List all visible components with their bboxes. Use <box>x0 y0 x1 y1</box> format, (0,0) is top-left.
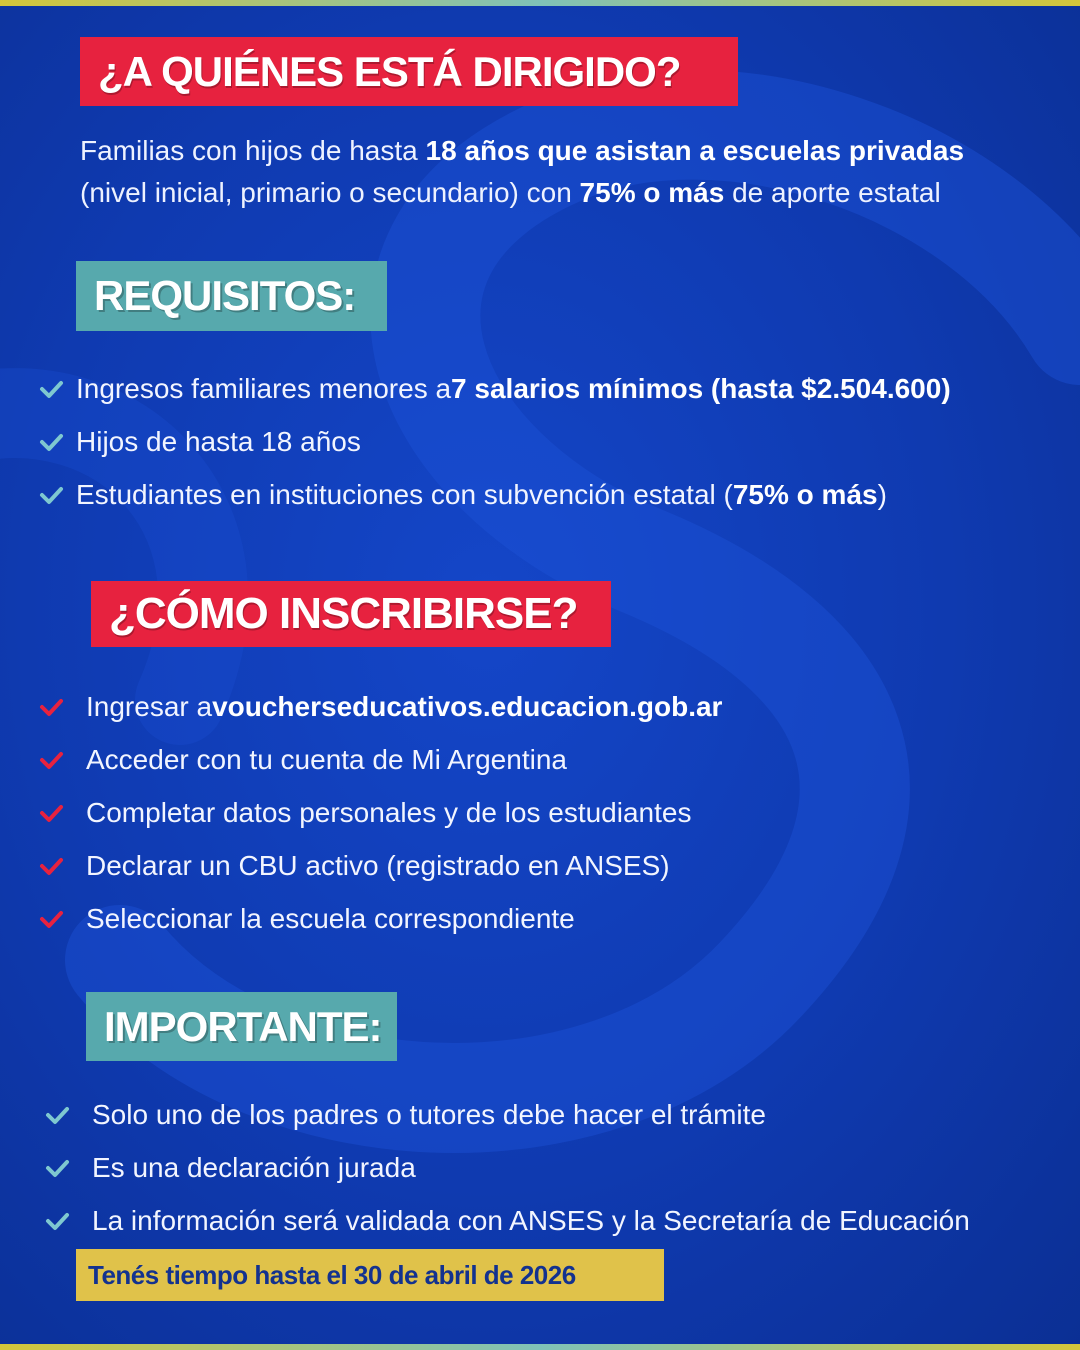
list-item-text: Ingresar a <box>86 690 213 722</box>
list-item <box>44 1194 970 1247</box>
check-icon <box>44 1102 70 1128</box>
intro-highlight: 18 años que asistan a escuelas privadas <box>425 135 965 166</box>
list-item-text: Acceder con tu cuenta de Mi Argentina <box>86 743 567 775</box>
top-accent-bar <box>0 0 1080 6</box>
check-icon <box>38 376 64 402</box>
intro-line-1 <box>80 130 1040 172</box>
list-item-text: Ingresos familiares menores a <box>76 372 452 404</box>
intro-line-2 <box>80 172 1040 214</box>
deadline-banner <box>76 1249 664 1301</box>
intro-highlight: 75% o más <box>579 177 725 208</box>
important-list <box>44 1088 970 1247</box>
list-item-text: Completar datos personales y de los estudiantes <box>86 796 692 828</box>
check-icon <box>38 800 64 826</box>
list-item <box>38 786 722 839</box>
list-item-text: Hijos de hasta 18 años <box>76 425 361 457</box>
intro-text: Familias con hijos de hasta <box>80 135 426 166</box>
list-item <box>38 362 951 415</box>
section-title-who-text: ¿A QUIÉNES ESTÁ DIRIGIDO? <box>98 47 681 95</box>
list-item <box>38 733 722 786</box>
signup-steps-list <box>38 680 722 945</box>
deadline-text: Tenés tiempo hasta el 30 de abril de 2026 <box>88 1259 576 1290</box>
list-item-text: La información será validada con ANSES y la Secretaría de Educación <box>92 1204 970 1236</box>
check-icon <box>38 694 64 720</box>
check-icon <box>38 906 64 932</box>
list-item <box>38 892 722 945</box>
bottom-accent-bar <box>0 1344 1080 1350</box>
list-item-text: Es una declaración jurada <box>92 1151 416 1183</box>
signup-url: voucherseducativos.educacion.gob.ar <box>212 690 723 722</box>
list-item <box>38 680 722 733</box>
section-title-signup <box>91 581 611 647</box>
list-item <box>44 1141 970 1194</box>
intro-paragraph <box>80 130 1040 214</box>
list-item-text: Declarar un CBU activo (registrado en ANSES) <box>86 849 670 881</box>
list-item-text: Seleccionar la escuela correspondiente <box>86 902 575 934</box>
list-item-text: Solo uno de los padres o tutores debe hacer el trámite <box>92 1098 766 1130</box>
list-item-text: Estudiantes en instituciones con subvención estatal ( <box>76 478 733 510</box>
section-title-requirements-text: REQUISITOS: <box>94 272 356 319</box>
check-icon <box>38 482 64 508</box>
list-item <box>38 415 951 468</box>
section-title-important <box>86 992 397 1061</box>
list-item <box>44 1088 970 1141</box>
section-title-requirements <box>76 261 387 331</box>
section-title-who <box>80 37 738 106</box>
list-item <box>38 839 722 892</box>
section-title-important-text: IMPORTANTE: <box>104 1002 382 1050</box>
list-item-highlight: 75% o más <box>732 478 878 510</box>
check-icon <box>44 1155 70 1181</box>
intro-text: (nivel inicial, primario o secundario) con <box>80 177 580 208</box>
intro-text: de aporte estatal <box>724 177 941 208</box>
list-item-text: ) <box>877 478 887 510</box>
check-icon <box>38 747 64 773</box>
list-item-highlight: 7 salarios mínimos (hasta $2.504.600) <box>451 372 951 404</box>
list-item <box>38 468 951 521</box>
requirements-list <box>38 362 951 521</box>
section-title-signup-text: ¿CÓMO INSCRIBIRSE? <box>109 589 578 638</box>
check-icon <box>38 853 64 879</box>
check-icon <box>38 429 64 455</box>
check-icon <box>44 1208 70 1234</box>
